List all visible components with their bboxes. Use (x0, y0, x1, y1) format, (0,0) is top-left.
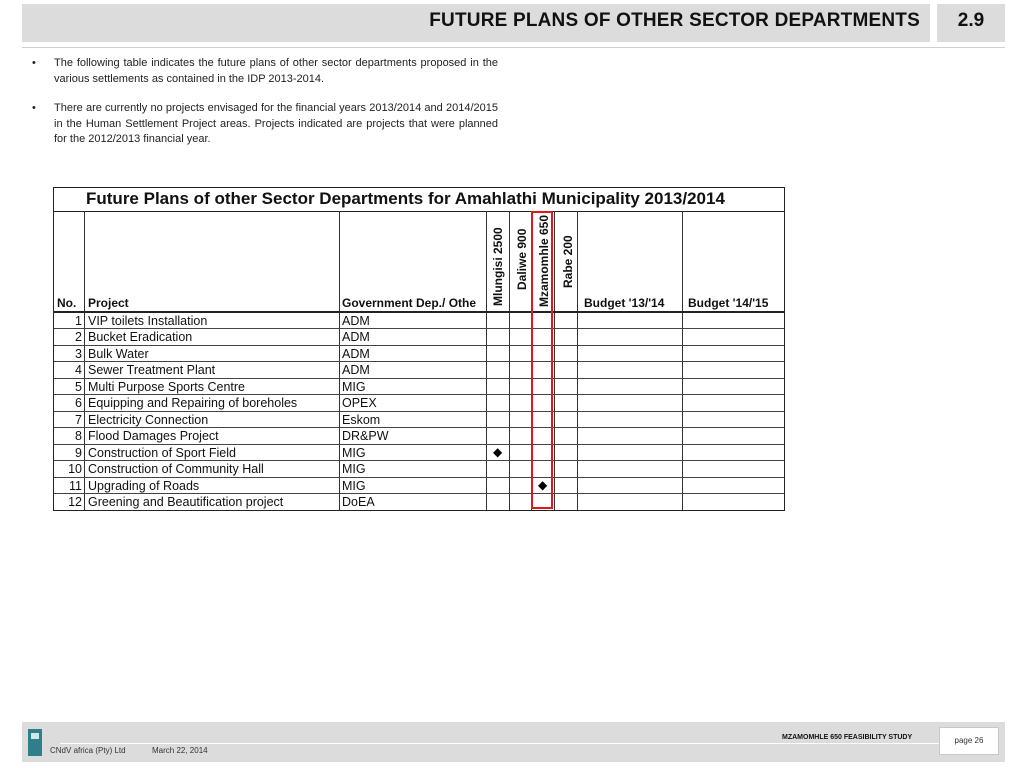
row-department: MIG (342, 379, 366, 394)
page-number: page 26 (954, 736, 984, 745)
row-project: Upgrading of Roads (88, 478, 200, 493)
row-department: MIG (342, 445, 366, 460)
row-project: VIP toilets Installation (88, 313, 208, 328)
header-mzamomhle: Mzamomhle 650 (537, 214, 551, 307)
table-row (54, 494, 784, 511)
row-number: 11 (69, 478, 82, 493)
table-title-row (54, 188, 784, 212)
study-name: MZAMOMHLE 650 FEASIBILITY STUDY (782, 734, 913, 741)
table-row (54, 362, 784, 379)
diamond-icon: ◆ (538, 477, 548, 492)
row-number: 10 (68, 462, 82, 476)
row-project: Greening and Beautification project (88, 495, 284, 509)
header-dept: Government Dep./ Othe (342, 296, 477, 310)
header-divider (22, 47, 1005, 48)
row-number: 9 (75, 445, 82, 460)
section-number-box (937, 4, 1005, 42)
table-row (54, 313, 784, 330)
row-department: ADM (342, 330, 370, 344)
future-plans-table (53, 187, 785, 511)
row-number: 4 (75, 363, 82, 377)
row-number: 1 (75, 313, 82, 328)
row-number: 6 (75, 396, 82, 410)
company-logo (28, 729, 42, 756)
table-row (54, 478, 784, 495)
row-project: Bulk Water (88, 346, 149, 361)
row-department: ADM (342, 346, 370, 361)
bullet-dot-icon: • (32, 102, 36, 114)
table-row (54, 346, 784, 363)
row-department: MIG (342, 462, 366, 476)
table-row (54, 412, 784, 429)
bullet-dot-icon: • (32, 57, 36, 69)
row-project: Construction of Community Hall (88, 462, 264, 476)
table-row (54, 395, 784, 412)
bullet-item (30, 56, 498, 87)
row-number: 7 (75, 412, 82, 427)
row-number: 2 (75, 330, 82, 344)
table-row (54, 461, 784, 478)
table-row (54, 379, 784, 396)
header-mlungisi: Mlungisi 2500 (491, 227, 505, 306)
slide-footer (22, 722, 1005, 762)
highlight-box-mzamomhle (531, 211, 553, 509)
row-number: 8 (75, 429, 82, 443)
header-daliwe: Daliwe 900 (515, 228, 529, 290)
row-number: 5 (75, 379, 82, 394)
row-number: 12 (68, 495, 82, 509)
row-department: DoEA (342, 495, 375, 509)
table-row (54, 445, 784, 462)
row-project: Sewer Treatment Plant (88, 363, 216, 377)
table-row (54, 428, 784, 445)
header-budget-1314: Budget '13/'14 (584, 296, 665, 310)
header-project: Project (88, 296, 129, 310)
bullet-text: There are currently no projects envisaged for the financial years 2013/2014 and 2014/2015 in the Human Settlement Project areas. Projects indicated are projects that were planned for the 2012/2013 financial year. (54, 102, 498, 145)
header-rabe: Rabe 200 (561, 235, 575, 288)
footer-divider (60, 743, 958, 744)
page-number-box (939, 727, 999, 755)
row-project: Bucket Eradication (88, 330, 193, 344)
row-department: MIG (342, 478, 366, 493)
row-project: Electricity Connection (88, 412, 209, 427)
company-name: CNdV africa (Pty) Ltd (50, 746, 126, 755)
slide-header (0, 0, 1024, 48)
row-project: Construction of Sport Field (88, 445, 236, 460)
page-title: FUTURE PLANS OF OTHER SECTOR DEPARTMENTS (429, 10, 920, 31)
bullet-item (30, 101, 498, 148)
row-department: OPEX (342, 396, 377, 410)
footer-date: March 22, 2014 (152, 746, 208, 755)
diamond-icon: ◆ (493, 444, 503, 459)
table-row (54, 329, 784, 346)
title-bar (22, 4, 930, 42)
header-no: No. (57, 296, 77, 310)
row-project: Flood Damages Project (88, 429, 219, 443)
section-number: 2.9 (957, 10, 985, 31)
row-project: Multi Purpose Sports Centre (88, 379, 246, 394)
row-department: DR&PW (342, 429, 389, 443)
bullet-text: The following table indicates the future plans of other sector departments proposed in the various settlements as contained in the IDP 2013-2014. (54, 57, 498, 85)
row-department: Eskom (342, 412, 381, 427)
row-department: ADM (342, 363, 370, 377)
header-budget-1415: Budget '14/'15 (688, 296, 769, 310)
bullet-list (30, 56, 498, 162)
row-department: ADM (342, 313, 370, 328)
row-project: Equipping and Repairing of boreholes (88, 396, 298, 410)
table-title: Future Plans of other Sector Departments for Amahlathi Municipality 2013/2014 (86, 189, 725, 208)
row-number: 3 (75, 346, 82, 361)
